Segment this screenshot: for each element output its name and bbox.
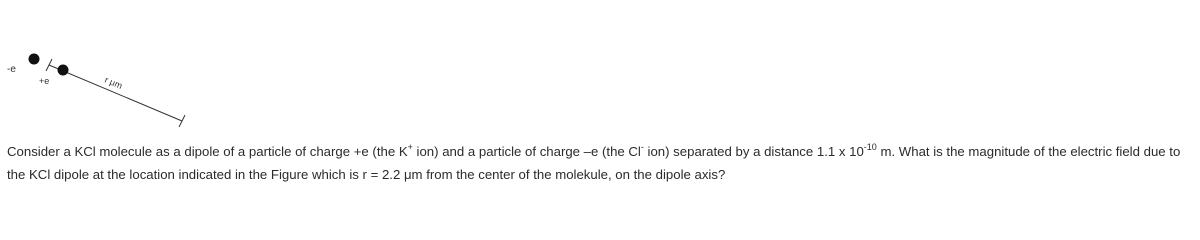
question-part-3: ion) separated by a distance 1.1 x 10 — [643, 144, 864, 159]
question-part-2: ion) and a particle of charge –e (the Cl — [412, 144, 641, 159]
k-ion-superscript: + — [407, 141, 413, 152]
negative-charge-label: -e — [7, 64, 16, 75]
cl-ion-superscript: - — [640, 141, 644, 152]
positive-charge-particle — [58, 65, 69, 76]
location-tick — [179, 115, 185, 127]
exponent-superscript: -10 — [863, 141, 877, 152]
negative-charge-particle — [29, 54, 40, 65]
center-tick — [46, 59, 52, 71]
distance-label: r μm — [103, 74, 124, 91]
dipole-axis-line — [49, 65, 182, 121]
positive-charge-label: +e — [39, 76, 50, 86]
question-part-4: m. What is the magnitude of the electric field due to the KCl dipole at the location indicated in the Figure which is r = 2.2 μm from the center of the molekule, on the dipole axis? — [7, 144, 1181, 182]
question-text — [7, 140, 1193, 186]
question-part-1: Consider a KCl molecule as a dipole of a particle of charge +e (the K — [7, 144, 408, 159]
dipole-figure — [0, 0, 200, 130]
